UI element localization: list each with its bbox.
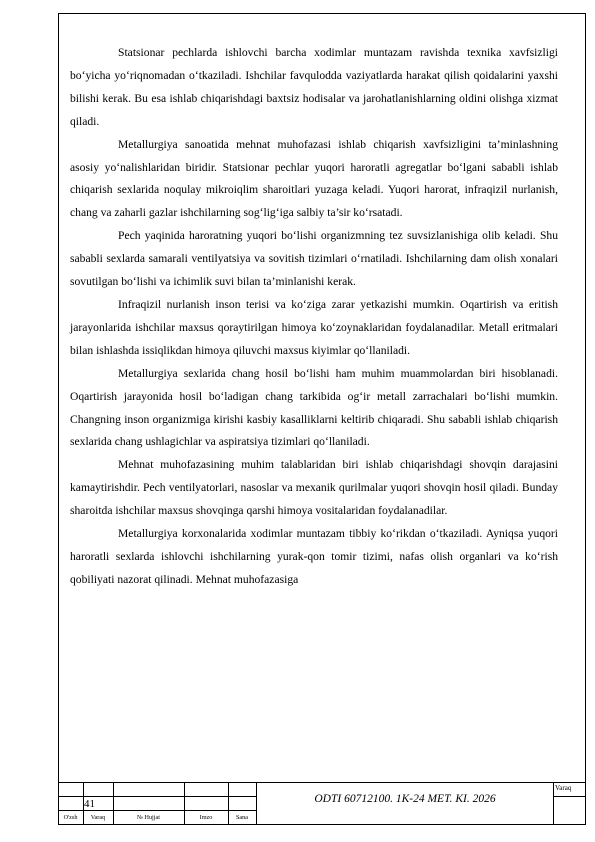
- column-label-signature: Imzo: [199, 814, 213, 821]
- paragraph: Pech yaqinida haroratning yuqori bo‘lishi organizmning tez suvsizlanishiga olib keladi. Shu sababli sexlarda samarali ventilyatsiya va sovitish tizimlari o‘rnatiladi. Ishchilarning dam olish xonalari sovutilgan bo‘lishi va ichimlik suvi bilan ta’minlanishi kerak.: [70, 229, 558, 289]
- column-label-document-number: № Hujjat: [137, 814, 160, 821]
- title-block-stamp: [58, 782, 586, 825]
- page-number: 41: [84, 798, 95, 810]
- document-code: ODTI 60712100. 1K-24 MET. KI. 2026: [314, 793, 496, 805]
- paragraph: Infraqizil nurlanish inson terisi va ko‘ziga zarar yetkazishi mumkin. Oqartirish va eritish jarayonlarida ishchilar maxsus qoraytirilgan himoya ko‘zoynaklaridan foydalanadilar. Metall eritmalari bilan ishlashda issiqlikdan himoya qiluvchi maxsus kiyimlar qo‘llaniladi.: [70, 297, 558, 357]
- paragraph: Metallurgiya korxonalarida xodimlar muntazam tibbiy ko‘rikdan o‘tkaziladi. Ayniqsa yuqori haroratli sexlarda ishlovchi ishchilarning yurak-qon tomir tizimi, nafas olish organlari va ko‘rish qobiliyati nazorat qilinadi. Mehnat muhofazasiga: [70, 527, 558, 586]
- paragraph: Mehnat muhofazasining muhim talablaridan biri ishlab chiqarishdagi shovqin darajasini kamaytirishdir. Pech ventilyatorlari, nasoslar va mexanik qurilmalar yuqori shovqin hosil qiladi. Bunday sharoitda ishchilar maxsus shovqinga qarshi himoya vositalaridan foydalanadilar.: [70, 458, 558, 518]
- sheet-label: Varaq: [555, 784, 572, 792]
- column-label-date: Sana: [235, 814, 249, 821]
- paragraph: Metallurgiya sanoatida mehnat muhofazasi ishlab chiqarish xavfsizligini ta’minlashning asosiy yo‘nalishlaridan biridir. Statsionar pechlar yuqori haroratli agregatlar bo‘lgani sababli ishlab chiqarish sexlarida noqulay mikroiqlim sharoitlari yuzaga keladi. Yuqori harorat, infraqizil nurlanish, chang va zaharli gazlar ishchilarning sog‘lig‘iga salbiy ta’sir ko‘rsatadi.: [70, 137, 558, 220]
- paragraph: Metallurgiya sexlarida chang hosil bo‘lishi ham muhim muammolardan biri hisoblanadi. Oqartirish jarayonida hosil bo‘ladigan chang tarkibida og‘ir metall zarrachalari bo‘lishi mumkin. Changning inson organizmiga kirishi kasbiy kasalliklarni keltirib chiqaradi. Shu sababli ishlab chiqarish sexlarida chang ushlagichlar va aspiratsiya tizimlari qo‘llaniladi.: [70, 366, 558, 449]
- column-label-ozsh: O'zsh: [63, 814, 78, 821]
- column-label-varaq: Varaq: [90, 814, 106, 821]
- document-body: [70, 42, 558, 592]
- paragraph: Statsionar pechlarda ishlovchi barcha xodimlar muntazam ravishda texnika xavfsizligi bo‘yicha yo‘riqnomadan o‘tkaziladi. Ishchilar favqulodda vaziyatlarda harakat qilish qoidalarini yaxshi bilishi kerak. Bu esa ishlab chiqarishdagi baxtsiz hodisalar va jarohatlanishlarning oldini olishga xizmat qiladi.: [70, 46, 558, 128]
